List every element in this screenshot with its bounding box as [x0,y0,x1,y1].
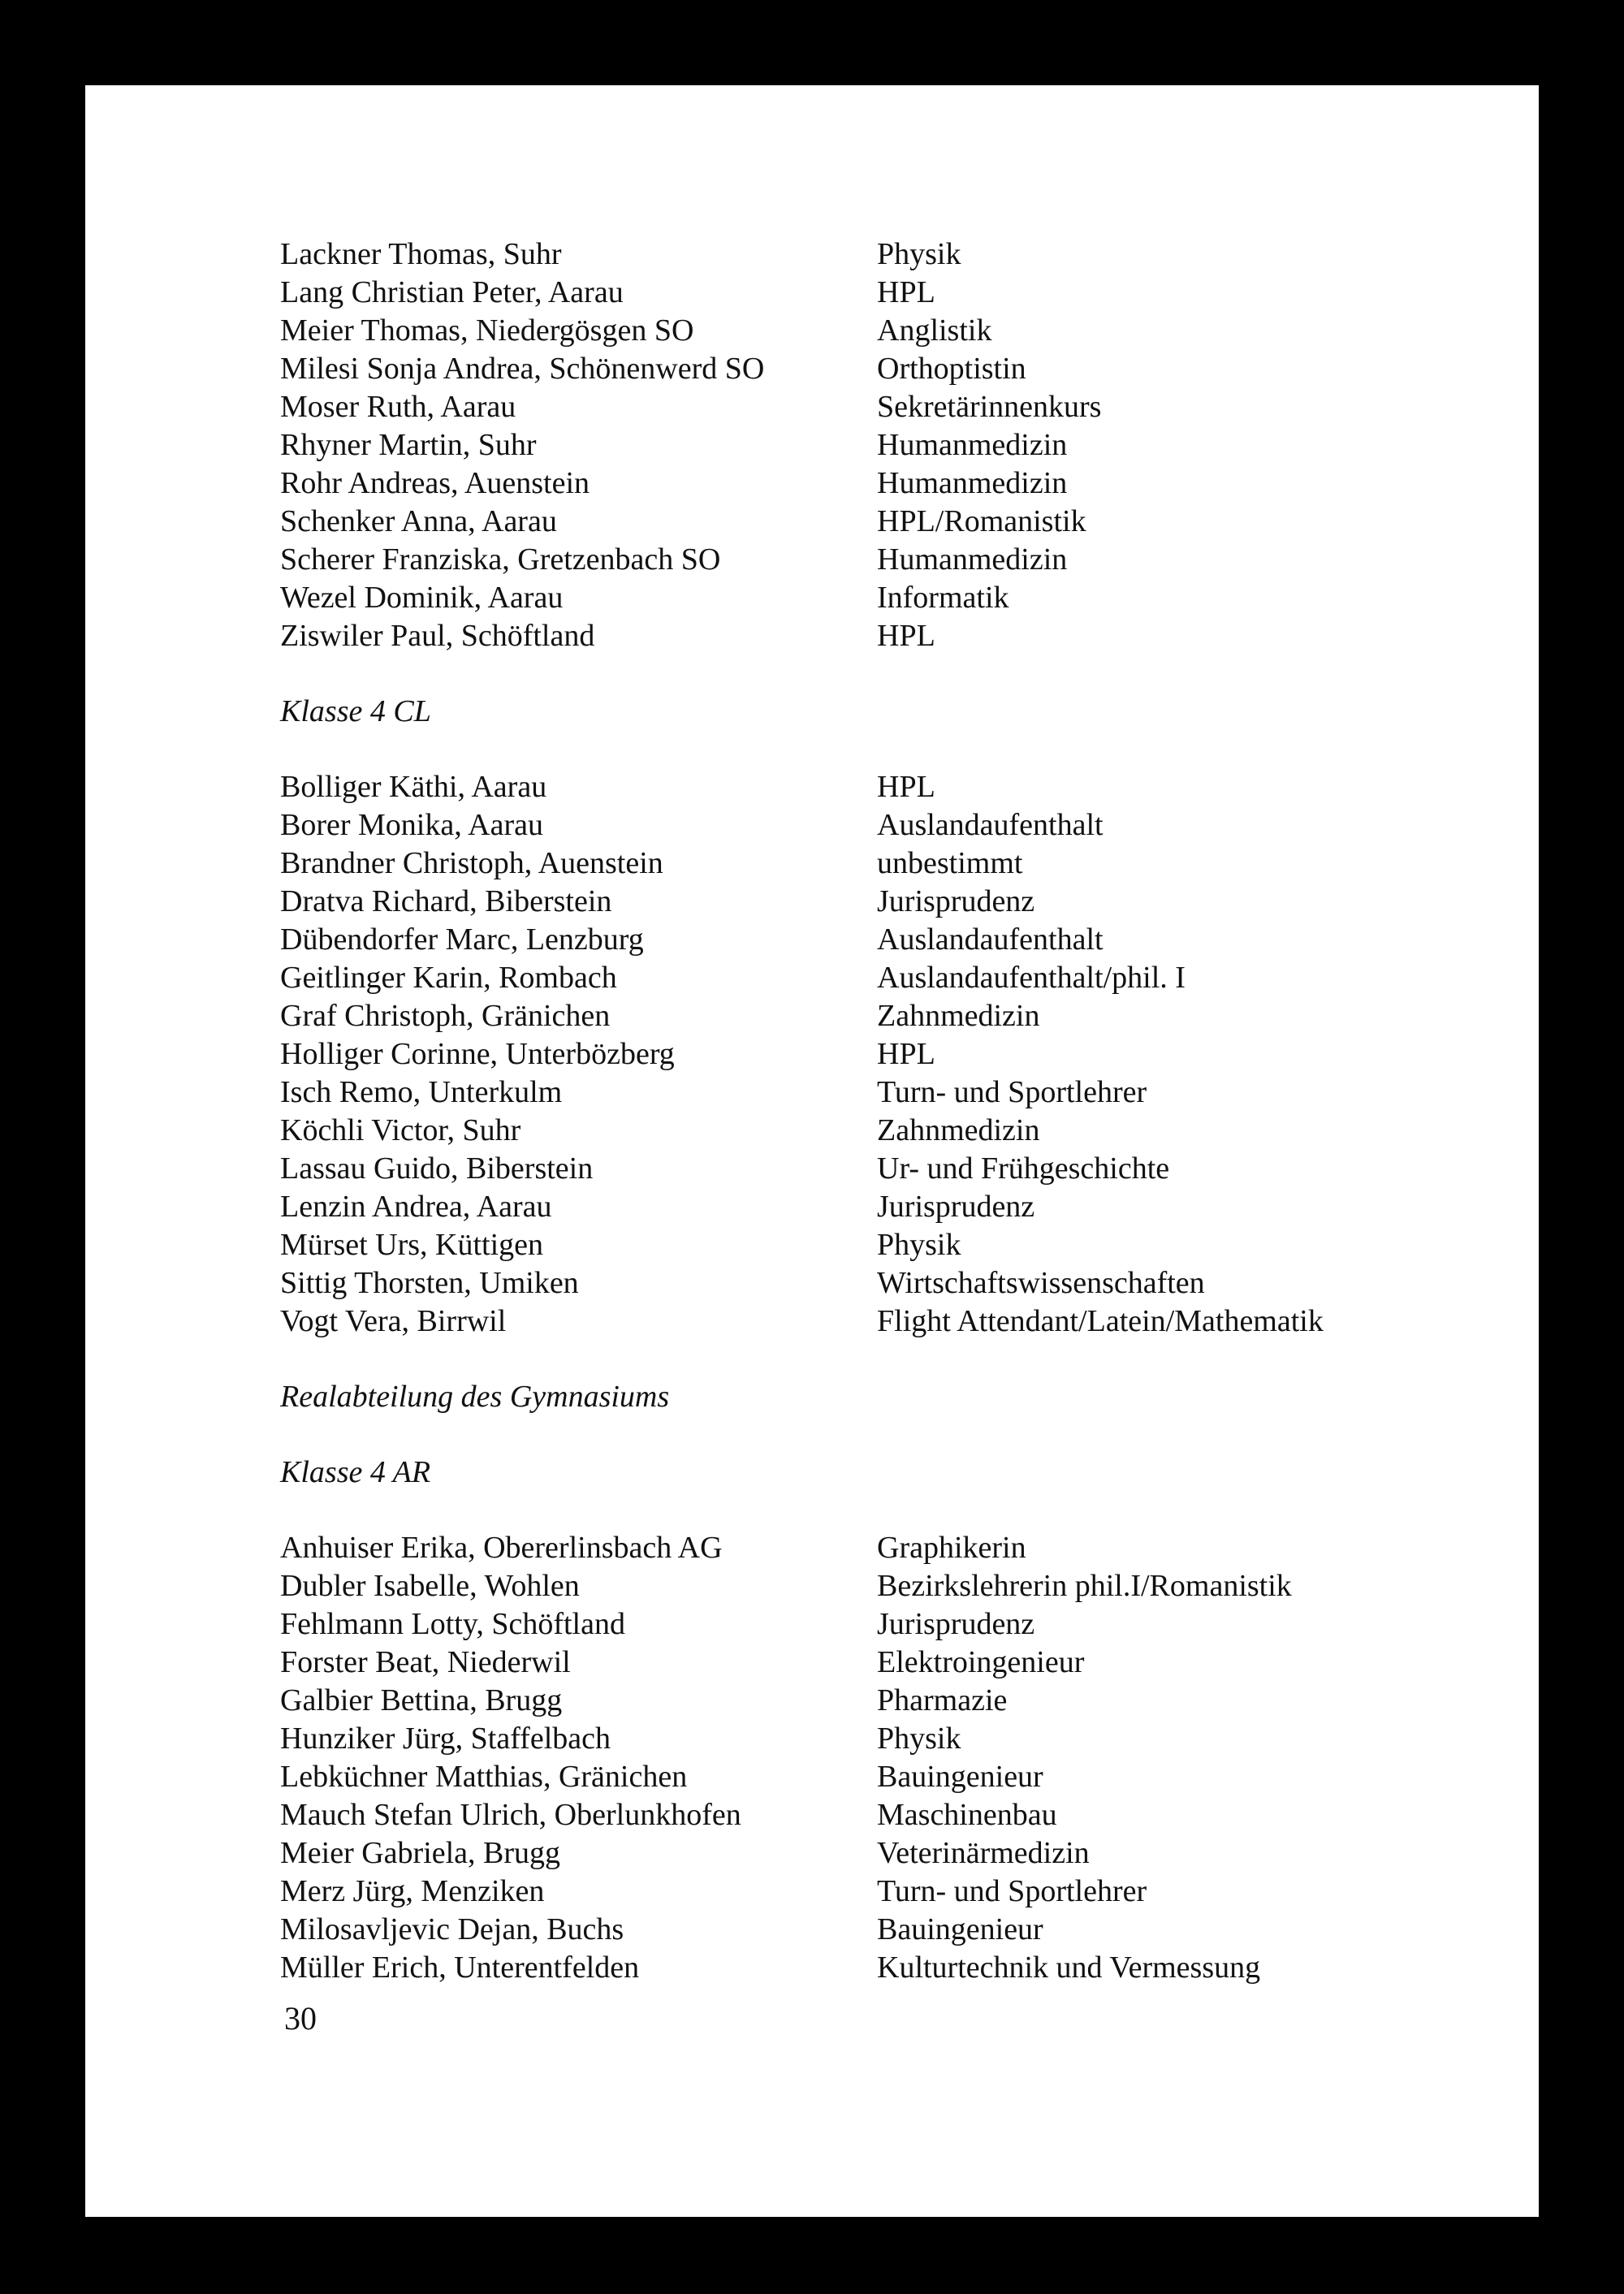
student-course: Informatik [877,581,1009,615]
student-name: Scherer Franziska, Gretzenbach SO [280,542,721,577]
student-name: Mürset Urs, Küttigen [280,1228,544,1262]
student-course: Pharmazie [877,1683,1008,1717]
student-name: Sittig Thorsten, Umiken [280,1266,579,1300]
spacer [280,1341,1498,1378]
student-course: Zahnmedizin [877,999,1040,1033]
student-course: Orthoptistin [877,352,1026,386]
list-row [280,997,1498,1035]
student-course: Bauingenieur [877,1912,1043,1946]
student-name: Lassau Guido, Biberstein [280,1151,594,1186]
list-row [280,464,1498,503]
student-course: HPL [877,1037,935,1071]
list-row [280,1949,1498,1987]
list-row [280,1150,1498,1188]
student-course: Kulturtechnik und Vermessung [877,1951,1261,1985]
list-block-4ar [280,1454,1498,1987]
list-row [280,1567,1498,1605]
list-row [280,1758,1498,1796]
student-course: Veterinärmedizin [877,1836,1090,1870]
list-row [280,959,1498,997]
student-course: HPL [877,619,935,653]
student-course: Auslandaufenthalt [877,808,1104,842]
student-name: Mauch Stefan Ulrich, Oberlunkhofen [280,1798,741,1832]
list-row [280,1644,1498,1682]
list-row [280,1911,1498,1949]
student-name: Moser Ruth, Aarau [280,390,516,424]
student-course: Physik [877,1228,961,1262]
list-row [280,1226,1498,1264]
list-row [280,768,1498,806]
student-course: Zahnmedizin [877,1113,1040,1147]
student-course: Humanmedizin [877,428,1068,462]
spacer [280,731,1498,768]
class-heading: Klasse 4 CL [280,694,431,728]
list-row [280,312,1498,350]
student-course: Humanmedizin [877,466,1068,500]
list-block-4cl [280,693,1498,1341]
student-name: Anhuiser Erika, Obererlinsbach AG [280,1531,723,1565]
student-name: Vogt Vera, Birrwil [280,1304,507,1338]
student-name: Lang Christian Peter, Aarau [280,275,624,309]
student-course: Jurisprudenz [877,884,1035,918]
list-row [280,274,1498,312]
spacer [280,1416,1498,1454]
student-course: Graphikerin [877,1531,1026,1565]
student-course: HPL [877,770,935,804]
student-name: Dübendorfer Marc, Lenzburg [280,922,644,957]
list-row [280,617,1498,655]
student-name: Graf Christoph, Gränichen [280,999,611,1033]
student-name: Ziswiler Paul, Schöftland [280,619,595,653]
student-name: Lackner Thomas, Suhr [280,237,562,271]
student-name: Lenzin Andrea, Aarau [280,1190,552,1224]
student-name: Geitlinger Karin, Rombach [280,961,617,995]
student-course: Wirtschaftswissenschaften [877,1266,1205,1300]
student-name: Meier Gabriela, Brugg [280,1836,561,1870]
list-row [280,1303,1498,1341]
student-name: Merz Jürg, Menziken [280,1874,545,1908]
student-name: Müller Erich, Unterentfelden [280,1951,640,1985]
student-course: Turn- und Sportlehrer [877,1874,1147,1908]
student-name: Borer Monika, Aarau [280,808,543,842]
student-course: Bezirkslehrerin phil.I/Romanistik [877,1569,1292,1603]
student-name: Forster Beat, Niederwil [280,1645,571,1679]
student-name: Dubler Isabelle, Wohlen [280,1569,580,1603]
list-row [280,1796,1498,1834]
list-row [280,350,1498,388]
student-course: Physik [877,237,961,271]
student-course: Turn- und Sportlehrer [877,1075,1147,1109]
list-row [280,1112,1498,1150]
list-row [280,1264,1498,1303]
student-course: Jurisprudenz [877,1190,1035,1224]
student-course: Anglistik [877,313,992,348]
student-name: Fehlmann Lotty, Schöftland [280,1607,625,1641]
list-row [280,1720,1498,1758]
student-course: Physik [877,1722,961,1756]
student-name: Milosavljevic Dejan, Buchs [280,1912,624,1946]
student-name: Isch Remo, Unterkulm [280,1075,563,1109]
list-row [280,541,1498,579]
student-name: Dratva Richard, Biberstein [280,884,612,918]
page-number: 30 [284,2000,317,2037]
section-title: Realabteilung des Gymnasiums [280,1380,670,1414]
list-row [280,1682,1498,1720]
student-course: unbestimmt [877,846,1023,880]
student-course: Flight Attendant/Latein/Mathematik [877,1304,1324,1338]
student-name: Meier Thomas, Niedergösgen SO [280,313,694,348]
list-row [280,579,1498,617]
list-row [280,883,1498,921]
class-heading: Klasse 4 AR [280,1455,431,1489]
list-block-continued [280,235,1498,655]
student-name: Brandner Christoph, Auenstein [280,846,663,880]
list-row [280,1074,1498,1112]
list-row [280,1529,1498,1567]
student-name: Galbier Bettina, Brugg [280,1683,563,1717]
student-name: Schenker Anna, Aarau [280,504,557,538]
student-name: Lebküchner Matthias, Gränichen [280,1760,688,1794]
student-course: Auslandaufenthalt/phil. I [877,961,1186,995]
list-row [280,921,1498,959]
list-row [280,426,1498,464]
list-row [280,1035,1498,1074]
spacer [280,655,1498,693]
document-page [85,85,1539,2217]
student-name: Bolliger Käthi, Aarau [280,770,547,804]
list-row [280,235,1498,274]
list-row [280,806,1498,845]
student-name: Milesi Sonja Andrea, Schönenwerd SO [280,352,765,386]
list-row [280,1873,1498,1911]
student-name: Hunziker Jürg, Staffelbach [280,1722,611,1756]
student-course: Bauingenieur [877,1760,1043,1794]
student-name: Rohr Andreas, Auenstein [280,466,590,500]
student-course: Auslandaufenthalt [877,922,1104,957]
student-course: Jurisprudenz [877,1607,1035,1641]
student-course: HPL [877,275,935,309]
student-course: Maschinenbau [877,1798,1057,1832]
spacer [280,1492,1498,1529]
list-row [280,503,1498,541]
list-row [280,1834,1498,1873]
list-row [280,1188,1498,1226]
student-name: Köchli Victor, Suhr [280,1113,521,1147]
list-row [280,1605,1498,1644]
list-row [280,388,1498,426]
student-course: Elektroingenieur [877,1645,1085,1679]
student-name: Wezel Dominik, Aarau [280,581,564,615]
student-course: Sekretärinnenkurs [877,390,1102,424]
student-course: Humanmedizin [877,542,1068,577]
student-name: Holliger Corinne, Unterbözberg [280,1037,675,1071]
student-name: Rhyner Martin, Suhr [280,428,537,462]
student-course: HPL/Romanistik [877,504,1086,538]
student-list [280,235,1498,1987]
student-course: Ur- und Frühgeschichte [877,1151,1170,1186]
list-row [280,845,1498,883]
